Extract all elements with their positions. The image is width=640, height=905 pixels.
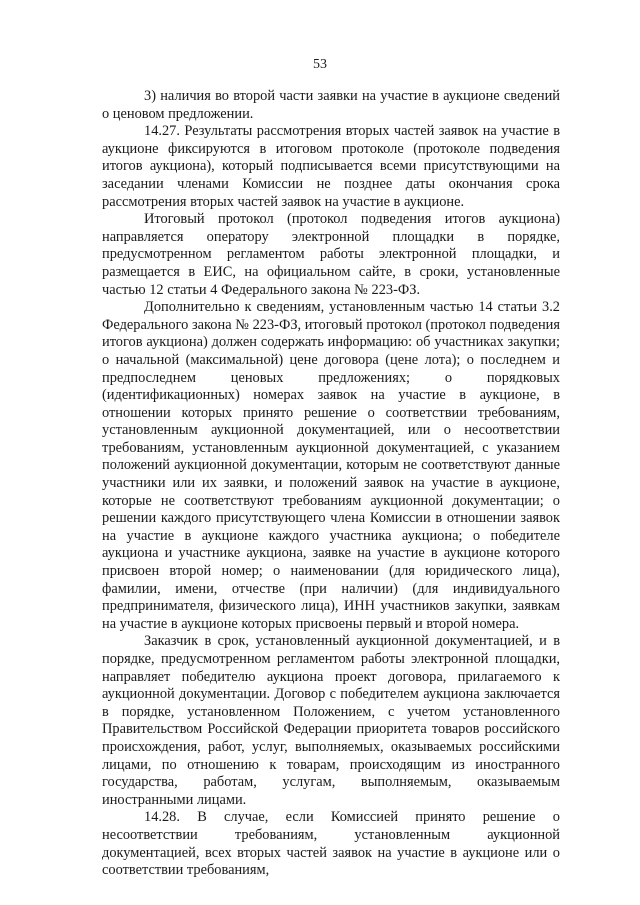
paragraph-protocol-contents: Дополнительно к сведениям, установленным частью 14 статьи 3.2 Федерального закона № 223-ФЗ, итоговый протокол (протокол подведения итогов аукциона) должен содержать информацию: об участниках закупки; о начальной (максимальной) цене договора (цене лота); о последнем и предпоследнем ценовых предложениях; о порядковых (идентификационных) номерах заявок на участие в аукционе, в отношении которых принято решение о соответствии требованиям, установленным аукционной документацией, или о несоответствии требованиям, установленным аукционной документацией, с указанием положений аукционной документации, которым не соответствуют данные участники или их заявки, и положений заявок на участие в аукционе, которые не соответствуют требованиям аукционной документации; о решении каждого присутствующего члена Комиссии в отношении заявок на участие в аукционе каждого участника аукциона; о победителе аукциона и участнике аукциона, заявке на участие в аукционе которого присвоен второй номер; о наименовании (для юридического лица), фамилии, имени, отчестве (при наличии) (для индивидуального предпринимателя, физического лица), ИНН участников закупки, заявкам на участие в аукционе которых присвоены первый и второй номера.	[102, 299, 560, 632]
paragraph-item-3: 3) наличия во второй части заявки на участие в аукционе сведений о ценовом предложении.	[102, 88, 560, 122]
paragraph-contract-award: Заказчик в срок, установленный аукционной документацией, и в порядке, предусмотренном регламентом работы электронной площадки, направляет победителю аукциона проект договора, прилагаемого к аукционной документации. Договор с победителем аукциона заключается в порядке, установленном Положением, с учетом установленного Правительством Российской Федерации приоритета товаров российского происхождения, работ, услуг, выполняемых, оказываемых российскими лицами, по отношению к товарам, происходящим из иностранного государства, работам, услугам, выполняемым, оказываемым иностранными лицами.	[102, 633, 560, 808]
document-body	[102, 88, 560, 880]
page-number: 53	[313, 57, 327, 72]
paragraph-final-protocol: Итоговый протокол (протокол подведения итогов аукциона) направляется оператору электронной площадки в порядке, предусмотренном регламентом работы электронной площадки, и размещается в ЕИС, на официальном сайте, в сроки, установленные частью 12 статьи 4 Федерального закона № 223-ФЗ.	[102, 211, 560, 298]
paragraph-14-27: 14.27. Результаты рассмотрения вторых частей заявок на участие в аукционе фиксируются в итоговом протоколе (протоколе подведения итогов аукциона), который подписывается всеми присутствующими на заседании членами Комиссии не позднее даты окончания срока рассмотрения вторых частей заявок на участие в аукционе.	[102, 123, 560, 210]
paragraph-14-28: 14.28. В случае, если Комиссией принято решение о несоответствии требованиям, установленным аукционной документацией, всех вторых частей заявок на участие в аукционе или о соответствии требованиям,	[102, 809, 560, 879]
